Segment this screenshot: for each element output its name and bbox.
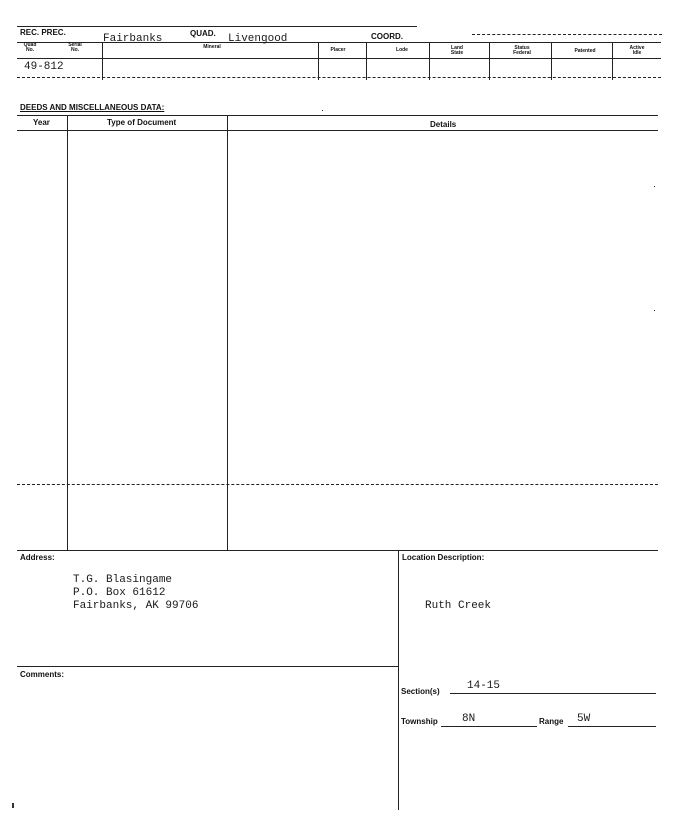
deeds-dashed-rule: [17, 484, 658, 485]
header-row-rule: [17, 42, 661, 43]
scan-speck: [12, 803, 14, 808]
range-underline: [568, 726, 656, 727]
address-line-1: T.G. Blasingame: [73, 574, 173, 586]
col-lode: Lode: [396, 47, 408, 53]
deeds-header-rule: [17, 130, 658, 131]
coord-label: COORD.: [371, 32, 403, 41]
township-value: 8N: [462, 713, 476, 725]
quad-label: QUAD.: [190, 29, 216, 38]
header-divider: [366, 42, 367, 80]
section-value: 14-15: [467, 680, 501, 692]
deeds-bottom-rule: [17, 550, 658, 551]
header-divider: [102, 42, 103, 80]
section-label: Section(s): [401, 687, 440, 696]
range-value: 5W: [577, 713, 591, 725]
record-row-dash: [17, 77, 661, 78]
col-patented: Patented: [574, 48, 596, 54]
deeds-col-details: Details: [430, 120, 457, 129]
deeds-title: DEEDS AND MISCELLANEOUS DATA:: [20, 103, 165, 112]
address-line-3: Fairbanks, AK 99706: [73, 600, 199, 612]
header-top-rule: [17, 26, 417, 27]
address-label: Address:: [20, 553, 55, 562]
section-underline: [450, 693, 656, 694]
comments-label: Comments:: [20, 670, 65, 679]
header-divider: [318, 42, 319, 80]
deeds-col-year: Year: [33, 118, 50, 127]
township-label: Township: [401, 717, 438, 726]
header-top-dash: [472, 34, 662, 35]
col-placer: Placer: [330, 47, 346, 53]
subheader-rule: [17, 58, 661, 59]
col-serial-no: Serial No.: [68, 42, 82, 53]
quad-serial-value: 49-812: [24, 61, 64, 73]
header-divider: [489, 42, 490, 80]
col-mineral: Mineral: [203, 44, 221, 50]
col-quad-no: Quad No.: [23, 42, 37, 53]
quad-value: Livengood: [228, 33, 288, 45]
scan-speck: [654, 186, 655, 187]
township-underline: [441, 726, 537, 727]
header-divider: [551, 42, 552, 80]
header-divider: [612, 42, 613, 80]
deeds-col-type: Type of Document: [107, 118, 177, 127]
col-land-state: Land State: [450, 45, 464, 56]
col-status-federal: Status Federal: [513, 45, 531, 56]
header-divider: [429, 42, 430, 80]
location-value: Ruth Creek: [425, 600, 492, 612]
deeds-top-rule: [17, 115, 658, 116]
comments-rule: [17, 666, 398, 667]
range-label: Range: [539, 717, 564, 726]
scan-speck: [322, 110, 323, 111]
location-divider: [398, 550, 399, 810]
rec-prec-value: Fairbanks: [103, 33, 163, 45]
rec-prec-label: REC. PREC.: [20, 28, 66, 37]
col-active-idle: Active Idle: [629, 45, 645, 56]
address-line-2: P.O. Box 61612: [73, 587, 166, 599]
location-label: Location Description:: [402, 553, 485, 562]
scan-speck: [654, 310, 655, 311]
